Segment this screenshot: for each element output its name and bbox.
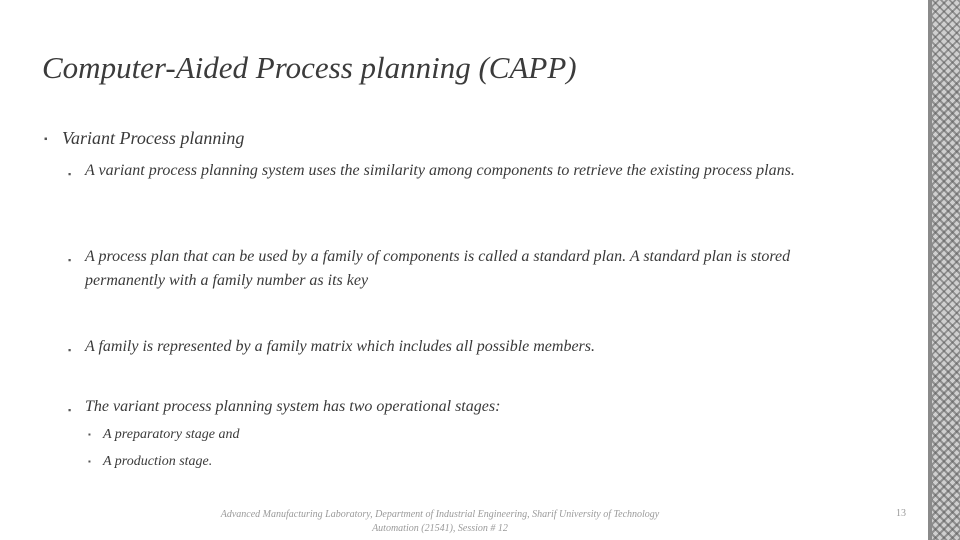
decorative-border — [928, 0, 960, 540]
square-bullet-icon: ▪ — [44, 134, 48, 145]
bullet-production-stage — [88, 454, 212, 470]
bullet-preparatory-stage — [88, 427, 240, 443]
slide-footer — [190, 508, 690, 536]
bullet-family-matrix — [68, 335, 828, 359]
square-bullet-icon: ▪ — [68, 255, 72, 265]
square-bullet-icon: ▪ — [68, 405, 72, 415]
bullet-text: A variant process planning system uses the similarity among components to retrieve the existing process plans. — [85, 162, 795, 179]
bullet-similarity — [68, 159, 828, 183]
bullet-standard-plan — [68, 245, 828, 293]
slide-title: Computer-Aided Process planning (CAPP) — [42, 50, 577, 85]
page-number: 13 — [896, 508, 906, 519]
square-bullet-icon: ▪ — [68, 169, 72, 179]
footer-session: Automation (21541), Session # 12 — [372, 523, 508, 534]
bullet-text: A family is represented by a family matrix which includes all possible members. — [85, 338, 595, 355]
bullet-text: A process plan that can be used by a family of components is called a standard plan. A standard plan is stored permanently with a family number as its key — [85, 248, 791, 289]
bullet-text: A preparatory stage and — [103, 427, 240, 442]
square-bullet-icon: ▪ — [88, 430, 91, 439]
square-bullet-icon: ▪ — [68, 345, 72, 355]
bullet-operational-stages — [68, 395, 828, 419]
bullet-text: A production stage. — [103, 454, 213, 469]
bullet-text: The variant process planning system has two operational stages: — [85, 398, 501, 415]
square-bullet-icon: ▪ — [88, 457, 91, 466]
footer-affiliation: Advanced Manufacturing Laboratory, Department of Industrial Engineering, Sharif University of Technology — [220, 509, 660, 520]
bullet-text: Variant Process planning — [62, 128, 245, 148]
bullet-variant-process-planning — [44, 128, 244, 149]
